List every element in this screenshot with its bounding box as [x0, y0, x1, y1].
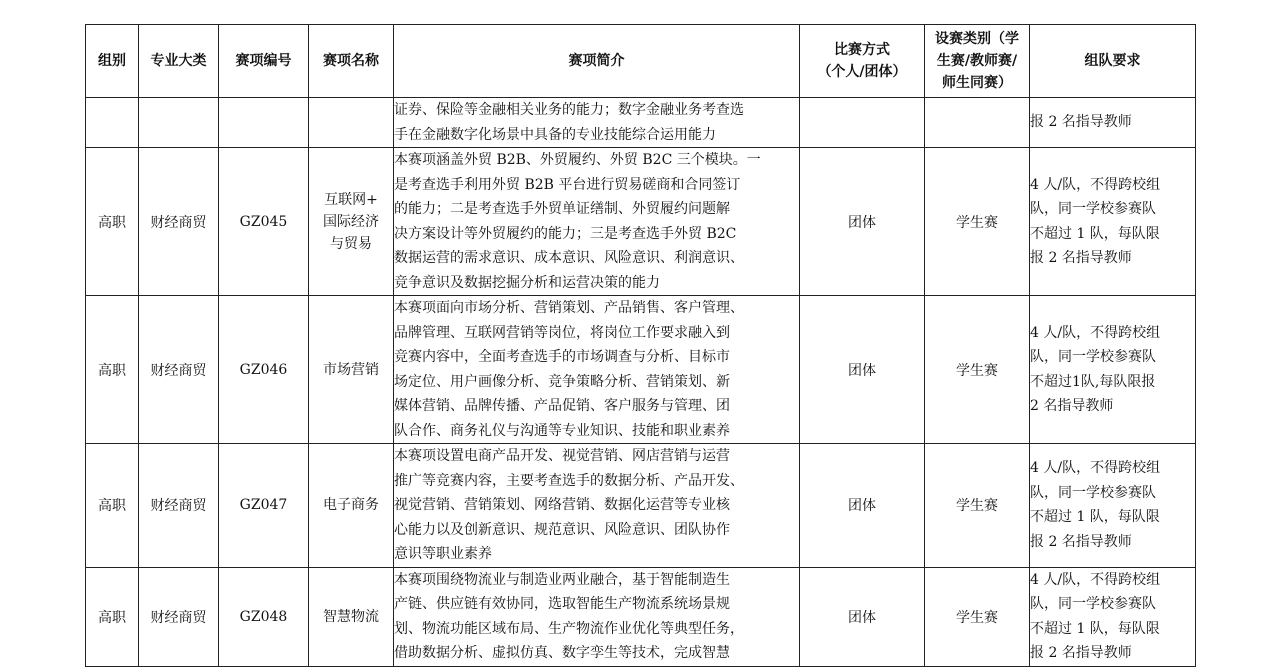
cell-group: 高职 [86, 567, 139, 666]
text-line: 竞赛内容中，全面考查选手的市场调查与分析、目标市 [394, 349, 730, 365]
text-line: 推广等竞赛内容，主要考查选手的数据分析、产品开发、 [394, 472, 744, 489]
cell-code: GZ045 [219, 148, 309, 296]
table-row [86, 567, 1196, 666]
header-type: 设赛类别（学 生赛/教师赛/ 师生同赛） [925, 25, 1030, 98]
text-line: 意识等职业素养 [394, 546, 492, 562]
text-line: 媒体营销、品牌传播、产品促销、客户服务与管理、团 [394, 398, 730, 414]
header-intro: 赛项简介 [394, 25, 800, 98]
text-line: 是考查选手利用外贸 B2B 平台进行贸易磋商和合同签订 [394, 176, 741, 193]
text-line: 与贸易 [330, 235, 372, 252]
text-line: 2 名指导教师 [1030, 398, 1114, 414]
cell-type [925, 98, 1030, 148]
text-line: 队，同一学校参赛队 [1030, 201, 1156, 217]
text-line: 划、物流功能区域布局、生产物流作业优化等典型任务， [394, 620, 744, 637]
text-line: 产链、供应链有效协同，选取智能生产物流系统场景规 [394, 596, 730, 612]
cell-code: GZ047 [219, 444, 309, 568]
table-row [86, 98, 1196, 148]
cell-group: 高职 [86, 296, 139, 444]
text-line: 4 人/队，不得跨校组 [1030, 571, 1161, 588]
text-line: 本赛项面向市场分析、营销策划、产品销售、客户管理、 [394, 300, 744, 316]
text-line: 的能力；二是考查选手外贸单证缮制、外贸履约问题解 [394, 201, 730, 217]
cell-code: GZ048 [219, 567, 309, 666]
text-line: 队，同一学校参赛队 [1030, 349, 1156, 365]
cell-name [309, 296, 394, 444]
text-line: 本赛项涵盖外贸 B2B、外贸履约、外贸 B2C 三个模块。一 [394, 152, 761, 168]
text-line: 互联网+ [324, 191, 378, 208]
text-line: 视觉营销、营销策划、网络营销、数据化运营等专业核 [394, 497, 730, 513]
table-row [86, 296, 1196, 444]
cell-category: 财经商贸 [139, 444, 219, 568]
text-line: 手在金融数字化场景中具备的专业技能综合运用能力 [394, 126, 716, 143]
cell-team [1030, 296, 1196, 444]
cell-team [1030, 567, 1196, 666]
cell-category: 财经商贸 [139, 148, 219, 296]
cell-name [309, 444, 394, 568]
competition-table [85, 24, 1196, 667]
cell-category: 财经商贸 [139, 296, 219, 444]
text-line: 4 人/队，不得跨校组 [1030, 324, 1161, 341]
cell-group: 高职 [86, 444, 139, 568]
header-row [86, 25, 1196, 98]
cell-code: GZ046 [219, 296, 309, 444]
table-row [86, 444, 1196, 568]
cell-group: 高职 [86, 148, 139, 296]
text-line: 报 2 名指导教师 [1030, 250, 1132, 266]
cell-group [86, 98, 139, 148]
cell-team [1030, 98, 1196, 148]
text-line: 场定位、用户画像分析、竞争策略分析、营销策划、新 [394, 373, 730, 390]
text-line: 智慧物流 [323, 608, 379, 625]
cell-type: 学生赛 [925, 444, 1030, 568]
cell-type: 学生赛 [925, 567, 1030, 666]
text-line: 心能力以及创新意识、规范意识、风险意识、团队协作 [394, 521, 730, 538]
cell-name [309, 148, 394, 296]
cell-mode: 团体 [800, 567, 925, 666]
cell-type: 学生赛 [925, 148, 1030, 296]
text-line: 决方案设计等外贸履约的能力；三是考查选手外贸 B2C [394, 225, 737, 242]
text-line: 不超过1队,每队限报 [1030, 373, 1156, 390]
cell-intro [394, 148, 800, 296]
table-row [86, 148, 1196, 296]
text-line: 队合作、商务礼仪与沟通等专业知识、技能和职业素养 [394, 422, 730, 439]
cell-intro [394, 296, 800, 444]
header-code: 赛项编号 [219, 25, 309, 98]
text-line: 4 人/队，不得跨校组 [1030, 460, 1161, 477]
text-line: 竞争意识及数据挖掘分析和运营决策的能力 [394, 274, 660, 291]
cell-intro [394, 98, 800, 148]
text-line: 报 2 名指导教师 [1030, 645, 1132, 661]
text-line: 不超过 1 队，每队限 [1030, 509, 1160, 526]
header-name: 赛项名称 [309, 25, 394, 98]
cell-name [309, 98, 394, 148]
text-line: 4 人/队，不得跨校组 [1030, 176, 1161, 193]
text-line: 本赛项围绕物流业与制造业两业融合，基于智能制造生 [394, 571, 730, 588]
cell-category: 财经商贸 [139, 567, 219, 666]
text-line: 电子商务 [323, 497, 379, 514]
cell-team [1030, 148, 1196, 296]
text-line: 证券、保险等金融相关业务的能力；数字金融业务考查选 [394, 102, 744, 118]
cell-intro [394, 444, 800, 568]
text-line: 不超过 1 队，每队限 [1030, 620, 1160, 637]
cell-mode: 团体 [800, 148, 925, 296]
text-line: 市场营销 [323, 361, 379, 378]
header-category: 专业大类 [139, 25, 219, 98]
text-line: 队，同一学校参赛队 [1030, 596, 1156, 612]
cell-team [1030, 444, 1196, 568]
cell-mode: 团体 [800, 444, 925, 568]
cell-mode: 团体 [800, 296, 925, 444]
header-mode: 比赛方式 （个人/团体） [800, 25, 925, 98]
cell-category [139, 98, 219, 148]
text-line: 品牌管理、互联网营销等岗位，将岗位工作要求融入到 [394, 324, 730, 341]
cell-mode [800, 98, 925, 148]
text-line: 不超过 1 队，每队限 [1030, 225, 1160, 242]
header-group: 组别 [86, 25, 139, 98]
cell-intro [394, 567, 800, 666]
cell-name [309, 567, 394, 666]
text-line: 国际经济 [323, 213, 379, 230]
text-line: 队，同一学校参赛队 [1030, 484, 1156, 501]
text-line: 本赛项设置电商产品开发、视觉营销、网店营销与运营 [394, 448, 730, 464]
text-line: 借助数据分析、虚拟仿真、数字孪生等技术，完成智慧 [394, 645, 730, 661]
text-line: 报 2 名指导教师 [1030, 114, 1132, 131]
cell-type: 学生赛 [925, 296, 1030, 444]
cell-code [219, 98, 309, 148]
header-team: 组队要求 [1030, 25, 1196, 98]
text-line: 数据运营的需求意识、成本意识、风险意识、利润意识、 [394, 250, 744, 266]
text-line: 报 2 名指导教师 [1030, 533, 1132, 550]
